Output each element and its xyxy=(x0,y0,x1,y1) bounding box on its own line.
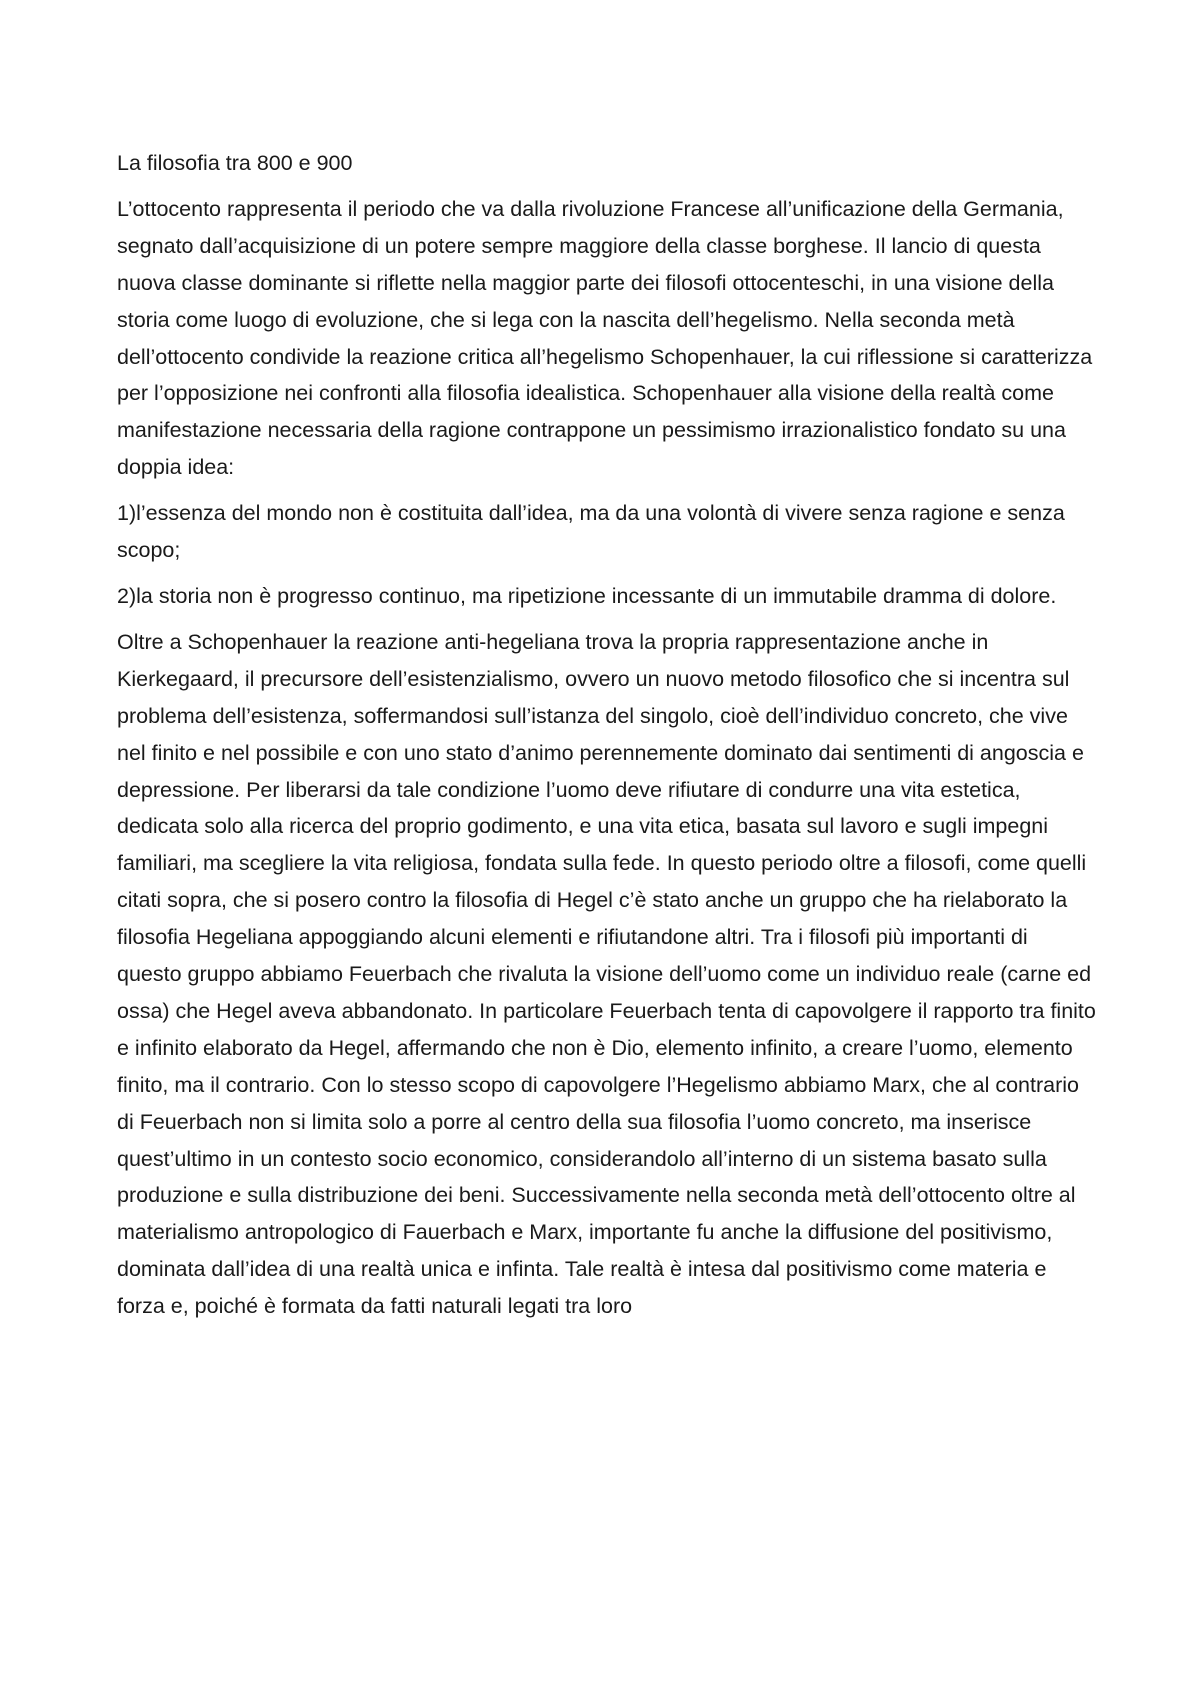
list-item: 1)l’essenza del mondo non è costituita dall’idea, ma da una volontà di vivere senza ragione e senza scopo; xyxy=(117,501,1065,563)
list-item: 2)la storia non è progresso continuo, ma ripetizione incessante di un immutabile dramma di dolore. xyxy=(117,583,1057,608)
intro-paragraph: L’ottocento rappresenta il periodo che va dalla rivoluzione Francese all’unificazione della Germania, segnato dall’acquisizione di un potere sempre maggiore della classe borghese. Il lancio di questa nuova classe dominante si riflette nella maggior parte dei filosofi ottocenteschi, in una visione della storia come luogo di evoluzione, che si lega con la nascita dell’hegelismo. Nella seconda metà dell’ottocento condivide la reazione critica all’hegelismo Schopenhauer, la cui riflessione si caratterizza per l’opposizione nei confronti alla filosofia idealistica. Schopenhauer alla visione della realtà come manifestazione necessaria della ragione contrappone un pessimismo irrazionalistico fondato su una doppia idea: xyxy=(117,196,1093,480)
document-title: La filosofia tra 800 e 900 xyxy=(117,151,353,175)
document-body xyxy=(117,145,1097,1325)
main-paragraph: Oltre a Schopenhauer la reazione anti-hegeliana trova la propria rappresentazione anche in Kierkegaard, il precursore dell’esistenzialismo, ovvero un nuovo metodo filosofico che si incentra sul problema dell’esistenza, soffermandosi sull’istanza del singolo, cioè dell’individuo concreto, che vive nel finito e nel possibile e con uno stato d’animo perennemente dominato dai sentimenti di angoscia e depressione. Per liberarsi da tale condizione l’uomo deve rifiutare di condurre una vita estetica, dedicata solo alla ricerca del proprio godimento, e una vita etica, basata sul lavoro e sugli impegni familiari, ma scegliere la vita religiosa, fondata sulla fede. In questo periodo oltre a filosofi, come quelli citati sopra, che si posero contro la filosofia di Hegel c’è stato anche un gruppo che ha rielaborato la filosofia Hegeliana appoggiando alcuni elementi e rifiutandone altri. Tra i filosofi più importanti di questo gruppo abbiamo Feuerbach che rivaluta la visione dell’uomo come un individuo reale (carne ed ossa) che Hegel aveva abbandonato. In particolare Feuerbach tenta di capovolgere il rapporto tra finito e infinito elaborato da Hegel, affermando che non è Dio, elemento infinito, a creare l’uomo, elemento finito, ma il contrario. Con lo stesso scopo di capovolgere l’Hegelismo abbiamo Marx, che al contrario di Feuerbach non si limita solo a porre al centro della sua filosofia l’uomo concreto, ma inserisce quest’ultimo in un contesto socio economico, considerandolo all’interno di un sistema basato sulla produzione e sulla distribuzione dei beni. Successivamente nella seconda metà dell’ottocento oltre al materialismo antropologico di Fauerbach e Marx, importante fu anche la diffusione del positivismo, dominata dall’idea di una realtà unica e infinta. Tale realtà è intesa dal positivismo come materia e forza e, poiché è formata da fatti naturali legati tra loro xyxy=(117,629,1096,1319)
